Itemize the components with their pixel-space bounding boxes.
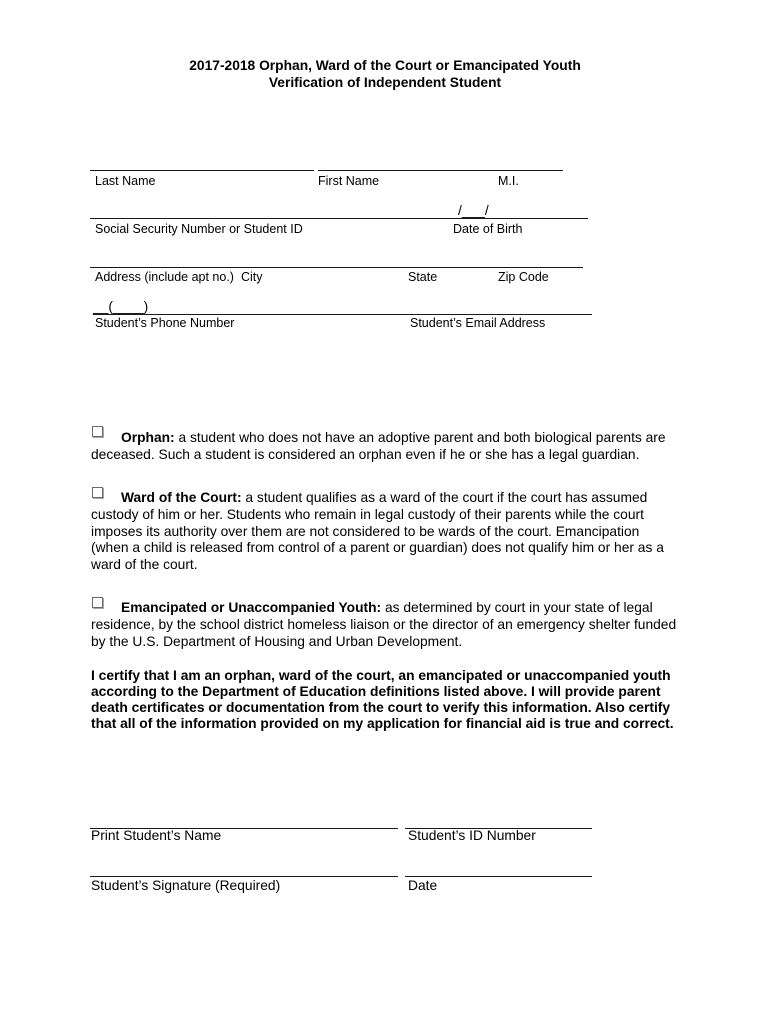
form-title: 2017-2018 Orphan, Ward of the Court or Emancipated Youth [189,58,581,73]
phone-label: Student’s Phone Number [95,316,235,330]
email-label: Student’s Email Address [410,316,546,330]
dob-label: Date of Birth [453,222,523,236]
ward-text: a student qualifies as a ward of the court if the court has assumed [245,490,648,505]
emancipated-definition-line [91,600,676,617]
ssn-label: Social Security Number or Student ID [95,222,303,236]
certification-statement [91,668,674,732]
certification-line: according to the Department of Education definitions listed above. I will provide parent [91,684,661,699]
emancipated-definition-line: by the U.S. Department of Housing and Urban Development. [91,633,463,649]
certification-line: that all of the information provided on my application for financial aid is true and correct. [91,716,674,731]
address-field[interactable] [90,267,583,268]
student-id-label: Student’s ID Number [408,828,536,843]
orphan-definition-line [91,430,666,447]
address-label: Address (include apt no.) [95,270,234,284]
ward-of-court-term: Ward of the Court: [121,490,242,505]
zip-code-label: Zip Code [498,270,549,284]
certification-line: I certify that I am an orphan, ward of the court, an emancipated or unaccompanied youth [91,668,671,683]
emancipated-youth-definition [91,600,676,650]
middle-initial-label: M.I. [498,174,519,188]
date-field[interactable] [405,876,592,877]
signature-label: Student’s Signature (Required) [91,878,281,893]
orphan-term: Orphan: [121,430,175,445]
last-name-field[interactable] [90,170,314,171]
emancipated-definition-line: residence, by the school district homeless liaison or the director of an emergency shelter funded [91,616,677,632]
orphan-definition-line: deceased. Such a student is considered an orphan even if he or she has a legal guardian. [91,446,640,462]
state-label: State [408,270,438,284]
last-name-label: Last Name [95,174,156,188]
signature-field[interactable] [90,876,398,877]
phone-area-code-blank: __(____) [93,299,149,314]
certification-line: death certificates or documentation from the court to verify this information. Also certify [91,700,671,715]
print-name-label: Print Student’s Name [91,828,222,843]
first-name-mi-field[interactable] [318,170,563,171]
dob-slashes: /___/ [458,203,489,218]
ward-definition-line [91,490,664,507]
ward-of-court-definition [91,490,664,574]
ward-definition-line: imposes its authority over them are not considered to be wards of the court. Emancipation [91,523,640,539]
city-label: City [241,270,263,284]
orphan-text: a student who does not have an adoptive parent and both biological parents are [178,430,666,445]
first-name-label: First Name [318,174,380,188]
ward-definition-line: ward of the court. [91,557,198,573]
form-subtitle: Verification of Independent Student [268,75,502,90]
emancipated-youth-term: Emancipated or Unaccompanied Youth: [121,600,382,615]
ward-definition-line: (when a child is released from control of a parent or guardian) does not qualify him or her as a [91,540,664,556]
date-label: Date [408,878,438,893]
emancipated-text: as determined by court in your state of legal [384,600,653,615]
phone-email-field[interactable] [93,314,592,315]
ward-definition-line: custody of him or her. Students who remain in legal custody of their parents while the court [91,506,644,522]
ssn-dob-field[interactable] [90,218,588,219]
orphan-definition [91,430,666,464]
